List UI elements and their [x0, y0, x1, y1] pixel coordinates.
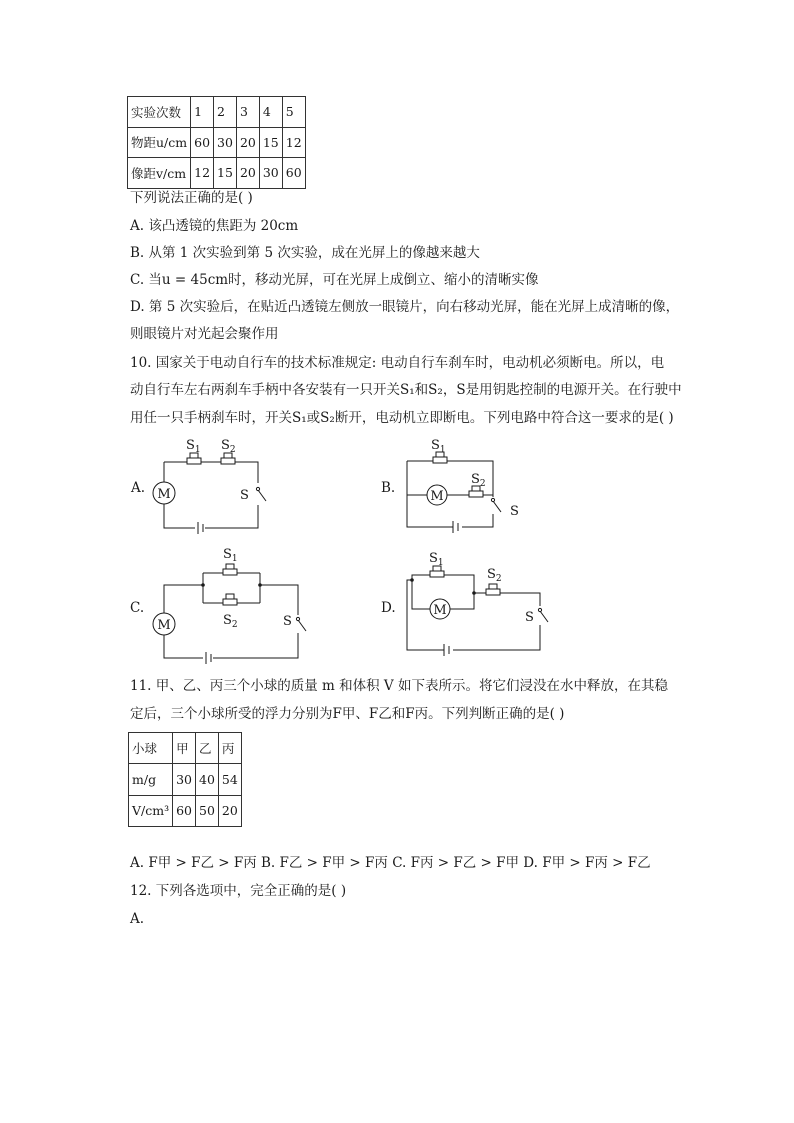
s-label: S	[240, 488, 249, 503]
table-cell: V/cm³	[129, 795, 173, 826]
q9-option-b: B. 从第 1 次实验到第 5 次实验，成在光屏上的像越来越大	[130, 245, 480, 261]
table-cell: 小球	[129, 733, 173, 764]
motor-label: M	[430, 489, 444, 504]
s-label: S	[525, 610, 534, 625]
table-cell: 20	[236, 158, 259, 189]
q9-option-a: A. 该凸透镜的焦距为 20cm	[130, 218, 299, 234]
s-label: S	[283, 614, 292, 629]
table-cell: 1	[191, 97, 214, 128]
q10-line-2: 动自行车左右两刹车手柄中各安装有一只开关S₁和S₂，S是用钥匙控制的电源开关。在行驶中	[130, 382, 682, 398]
q11-line-1: 11. 甲、乙、丙三个小球的质量 m 和体积 V 如下表所示。将它们浸没在水中释放，在其稳	[130, 678, 668, 694]
q10-option-a-label: A.	[131, 480, 146, 496]
ball-table	[128, 732, 242, 827]
motor-label: M	[157, 618, 171, 633]
q9-option-d-cont: 则眼镜片对光起会聚作用	[130, 326, 279, 342]
table-row	[128, 127, 306, 158]
q10-line-1: 10. 国家关于电动自行车的技术标准规定: 电动自行车刹车时，电动机必须断电。所以，电	[130, 355, 665, 371]
table-cell: 丙	[218, 733, 241, 764]
table-cell: 5	[282, 97, 305, 128]
motor-icon	[430, 489, 443, 504]
q11-answers: A. F甲 > F乙 > F丙 B. F乙 > F甲 > F丙 C. F丙 > F乙 > F甲 D. F甲 > F丙 > F乙	[130, 855, 651, 871]
table-cell: 12	[191, 158, 214, 189]
q10-option-b-label: B.	[381, 480, 396, 496]
table-row	[129, 733, 242, 764]
table-cell: 甲	[173, 733, 196, 764]
table-cell: 实验次数	[128, 97, 191, 128]
circuit-c-diagram	[150, 545, 310, 670]
s2-label: $S_2$	[221, 438, 236, 455]
table-cell: 乙	[196, 733, 219, 764]
table-cell: 30	[173, 764, 196, 795]
table-cell: 60	[191, 127, 214, 158]
table-cell: 15	[259, 127, 282, 158]
table-cell: 像距v/cm	[128, 158, 191, 189]
table-cell: 50	[196, 795, 219, 826]
table-row	[129, 764, 242, 795]
table-cell: 30	[214, 127, 237, 158]
motor-icon	[433, 603, 446, 618]
table-cell: 20	[236, 127, 259, 158]
s1-label: $S_1$	[223, 547, 238, 564]
s1-label: $S_1$	[429, 551, 444, 568]
table-cell: 3	[236, 97, 259, 128]
s-label: S	[510, 504, 519, 519]
table-cell: 60	[173, 795, 196, 826]
s2-label: $S_2$	[471, 472, 486, 489]
motor-label: M	[433, 603, 447, 618]
motor-label: M	[157, 487, 171, 502]
table-row	[128, 97, 306, 128]
q10-option-c-label: C.	[130, 600, 145, 616]
s2-label: $S_2$	[223, 613, 238, 630]
table-cell: 2	[214, 97, 237, 128]
table-cell: 4	[259, 97, 282, 128]
q9-option-c: C. 当u = 45cm时，移动光屏，可在光屏上成倒立、缩小的清晰实像	[130, 272, 539, 288]
circuit-b-diagram	[400, 435, 540, 535]
circuit-d-diagram	[400, 545, 560, 670]
table-row	[128, 158, 306, 189]
q9-stem: 下列说法正确的是( )	[130, 190, 253, 206]
table-cell: 15	[214, 158, 237, 189]
table-cell: 60	[282, 158, 305, 189]
q9-option-d: D. 第 5 次实验后，在贴近凸透镜左侧放一眼镜片，向右移动光屏，能在光屏上成清晰的像，	[130, 299, 680, 315]
motor-icon	[157, 487, 170, 502]
table-cell: 40	[196, 764, 219, 795]
table-cell: 12	[282, 127, 305, 158]
motor-icon	[157, 618, 170, 633]
q12-option-a: A.	[130, 911, 145, 927]
s2-label: $S_2$	[487, 567, 502, 584]
s1-label: $S_1$	[186, 438, 201, 455]
q12-stem: 12. 下列各选项中，完全正确的是( )	[130, 883, 347, 899]
table-row	[129, 795, 242, 826]
q10-line-3: 用任一只手柄刹车时，开关S₁或S₂断开，电动机立即断电。下列电路中符合这一要求的是( )	[130, 410, 674, 426]
table-cell: 物距u/cm	[128, 127, 191, 158]
table-cell: m/g	[129, 764, 173, 795]
q10-option-d-label: D.	[381, 600, 396, 616]
circuit-a-diagram	[150, 435, 280, 535]
table-cell: 54	[218, 764, 241, 795]
experiment-table	[127, 96, 306, 189]
s1-label: $S_1$	[431, 438, 446, 455]
q11-line-2: 定后，三个小球所受的浮力分别为F甲、F乙和F丙。下列判断正确的是( )	[130, 706, 565, 722]
table-cell: 20	[218, 795, 241, 826]
table-cell: 30	[259, 158, 282, 189]
